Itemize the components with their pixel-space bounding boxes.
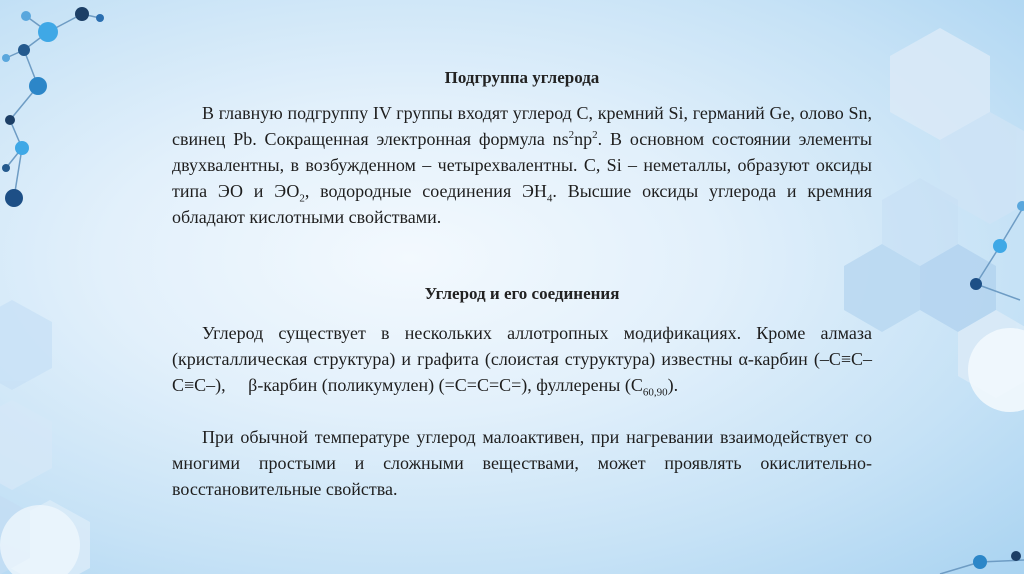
paragraph-reactivity: При обычной температуре углерод малоактивен, при нагревании взаимодействует со многими простыми и сложными веществами, может проявлять окислительно-восстановительные свойства. — [172, 427, 872, 499]
paragraph-allotropes: Углерод существует в нескольких аллотропных модификациях. Кроме алмаза (кристаллическая структура) и графита (слоистая стуруктура) известны α-карбин (–С≡С–С≡С–), β-карбин (поликумулен) (=С=С=С=), фуллерены $(С_{60,90})$. — [172, 323, 877, 399]
paragraph-carbon-subgroup: В главную подгруппу IV группы входят углерод С, кремний Si, германий Ge, олово Sn, свинец Pb. Сокращенная электронная формула $ns^2np^2$. В основном состоянии элементы двухвалентны, в возбужденном – четырехвалентны. С, Si – неметаллы, образуют оксиды типа ЭО и $ЭО_2$, водородные соединения $ЭН_4$. Высшие оксиды углерода и кремния обладают кислотными свойствами. — [172, 103, 872, 227]
section-heading-carbon-compounds: Углерод и его соединения — [424, 284, 620, 303]
section-heading-carbon-subgroup: Подгруппа углерода — [444, 68, 600, 87]
